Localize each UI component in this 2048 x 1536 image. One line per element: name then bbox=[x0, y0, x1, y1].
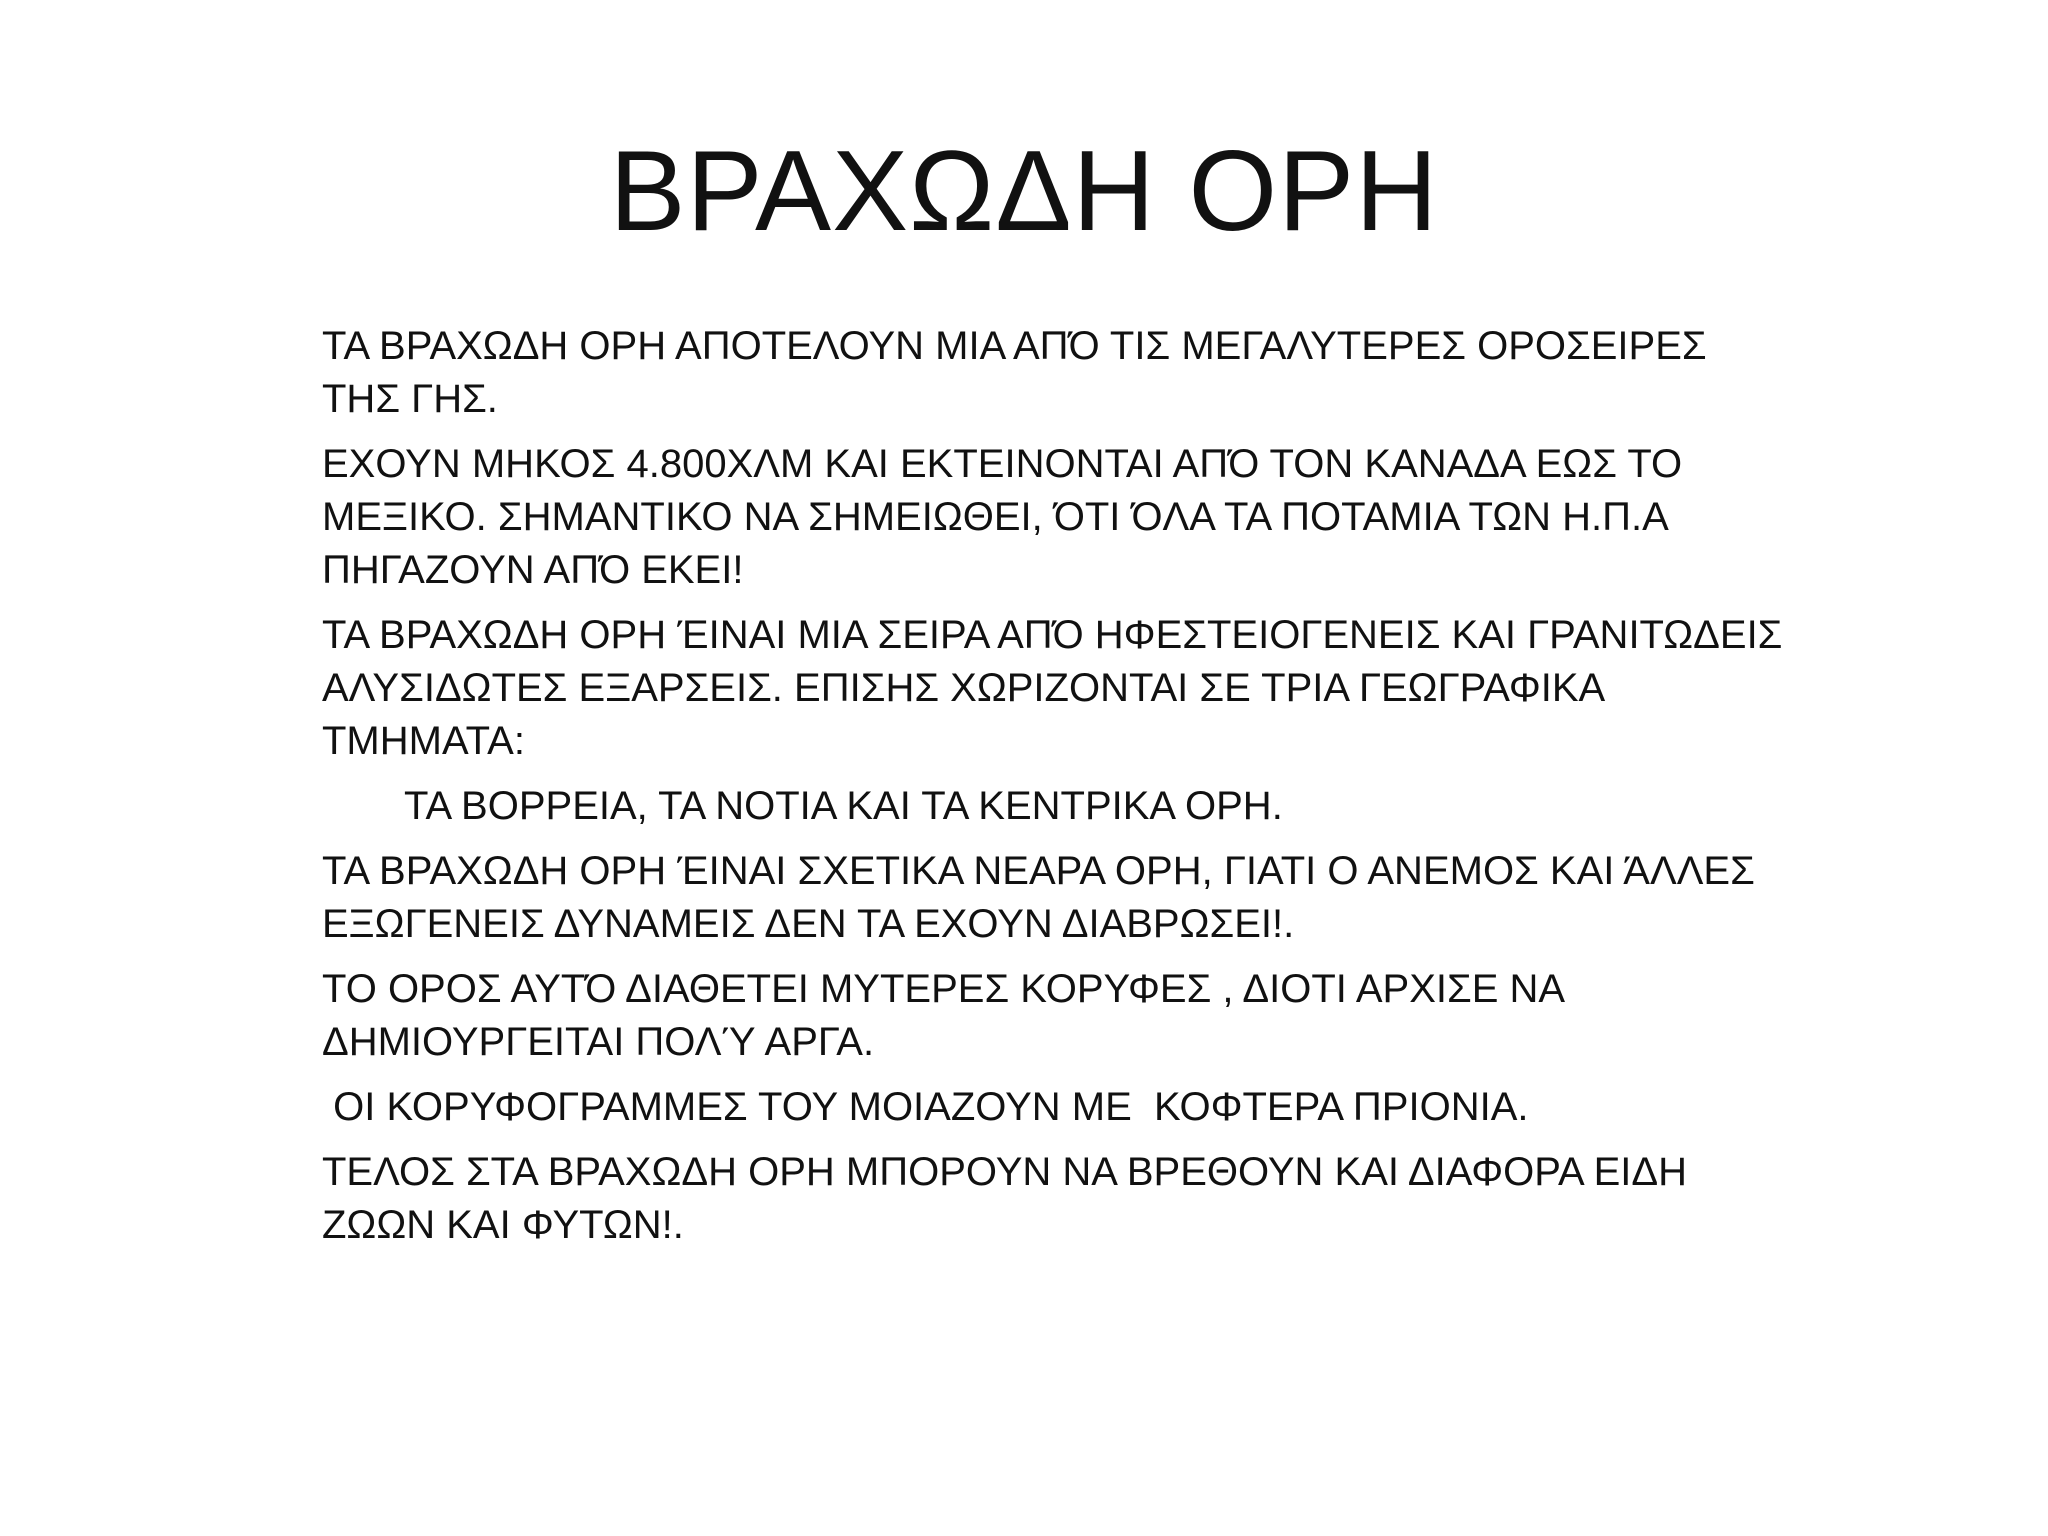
paragraph-peaks bbox=[322, 963, 1762, 1069]
text-line: ΔΗΜΙΟΥΡΓΕΙΤΑΙ ΠΟΛΎ ΑΡΓΑ. bbox=[322, 1020, 875, 1064]
paragraph-wildlife bbox=[322, 1146, 1762, 1252]
paragraph-formation bbox=[322, 609, 1783, 768]
text-line: ΜΕΞΙΚΟ. ΣΗΜΑΝΤΙΚΟ ΝΑ ΣΗΜΕΙΩΘΕΙ, ΌΤΙ ΌΛΑ ΤΑ ΠΟΤΑΜΙΑ ΤΩΝ Η.Π.Α bbox=[322, 495, 1669, 539]
text-line: ΤΑ ΒΡΑΧΩΔΗ ΟΡΗ ΈΙΝΑΙ ΣΧΕΤΙΚΑ ΝΕΑΡΑ ΟΡΗ, ΓΙΑΤΙ Ο ΑΝΕΜΟΣ ΚΑΙ ΆΛΛΕΣ bbox=[322, 849, 1755, 893]
text-line: ΖΩΩΝ ΚΑΙ ΦΥΤΩΝ!. bbox=[322, 1203, 684, 1247]
text-line: ΤΟ ΟΡΟΣ ΑΥΤΌ ΔΙΑΘΕΤΕΙ ΜΥΤΕΡΕΣ ΚΟΡΥΦΕΣ , ΔΙΟΤΙ ΑΡΧΙΣΕ ΝΑ bbox=[322, 967, 1566, 1011]
text-line: ΤΑ ΒΟΡΡΕΙΑ, ΤΑ ΝΟΤΙΑ ΚΑΙ ΤΑ ΚΕΝΤΡΙΚΑ ΟΡΗ. bbox=[404, 784, 1283, 828]
text-line: ΤΕΛΟΣ ΣΤΑ ΒΡΑΧΩΔΗ ΟΡΗ ΜΠΟΡΟΥΝ ΝΑ ΒΡΕΘΟΥΝ ΚΑΙ ΔΙΑΦΟΡΑ ΕΙΔΗ bbox=[322, 1150, 1687, 1194]
slide-title: ΒΡΑΧΩΔΗ ΟΡΗ bbox=[609, 128, 1439, 255]
text-line: ΕΧΟΥΝ ΜΗΚΟΣ 4.800ΧΛΜ ΚΑΙ ΕΚΤΕΙΝΟΝΤΑΙ ΑΠΌ ΤΟΝ ΚΑΝΑΔΑ ΕΩΣ ΤΟ bbox=[322, 442, 1683, 486]
text-line: ΤΑ ΒΡΑΧΩΔΗ ΟΡΗ ΑΠΟΤΕΛΟΥΝ ΜΙΑ ΑΠΌ ΤΙΣ ΜΕΓΑΛΥΤΕΡΕΣ ΟΡΟΣΕΙΡΕΣ bbox=[322, 324, 1707, 368]
paragraph-length-extent bbox=[322, 438, 1762, 597]
slide-body bbox=[322, 320, 1783, 1264]
paragraph-mountain-range bbox=[322, 320, 1762, 426]
text-line: ΤΑ ΒΡΑΧΩΔΗ ΟΡΗ ΈΙΝΑΙ ΜΙΑ ΣΕΙΡΑ ΑΠΌ ΗΦΕΣΤΕΙΟΓΕΝΕΙΣ ΚΑΙ ΓΡΑΝΙΤΩΔΕΙΣ bbox=[322, 613, 1783, 657]
paragraph-ridgelines bbox=[322, 1081, 1762, 1134]
text-line: ΟΙ ΚΟΡΥΦΟΓΡΑΜΜΕΣ ΤΟΥ ΜΟΙΑΖΟΥΝ ΜΕ ΚΟΦΤΕΡΑ ΠΡΙΟΝΙΑ. bbox=[322, 1085, 1529, 1129]
text-line: ΤΗΣ ΓΗΣ. bbox=[322, 377, 498, 421]
text-line: ΠΗΓΑΖΟΥΝ ΑΠΌ ΕΚΕΙ! bbox=[322, 548, 744, 592]
text-line: ΕΞΩΓΕΝΕΙΣ ΔΥΝΑΜΕΙΣ ΔΕΝ ΤΑ ΕΧΟΥΝ ΔΙΑΒΡΩΣΕΙ!. bbox=[322, 902, 1295, 946]
paragraph-regions bbox=[322, 780, 1762, 833]
paragraph-young-mountains bbox=[322, 845, 1762, 951]
text-line: ΤΜΗΜΑΤΑ: bbox=[322, 719, 525, 763]
text-line: ΑΛΥΣΙΔΩΤΕΣ ΕΞΑΡΣΕΙΣ. ΕΠΙΣΗΣ ΧΩΡΙΖΟΝΤΑΙ ΣΕ ΤΡΙΑ ΓΕΩΓΡΑΦΙΚΑ bbox=[322, 666, 1606, 710]
